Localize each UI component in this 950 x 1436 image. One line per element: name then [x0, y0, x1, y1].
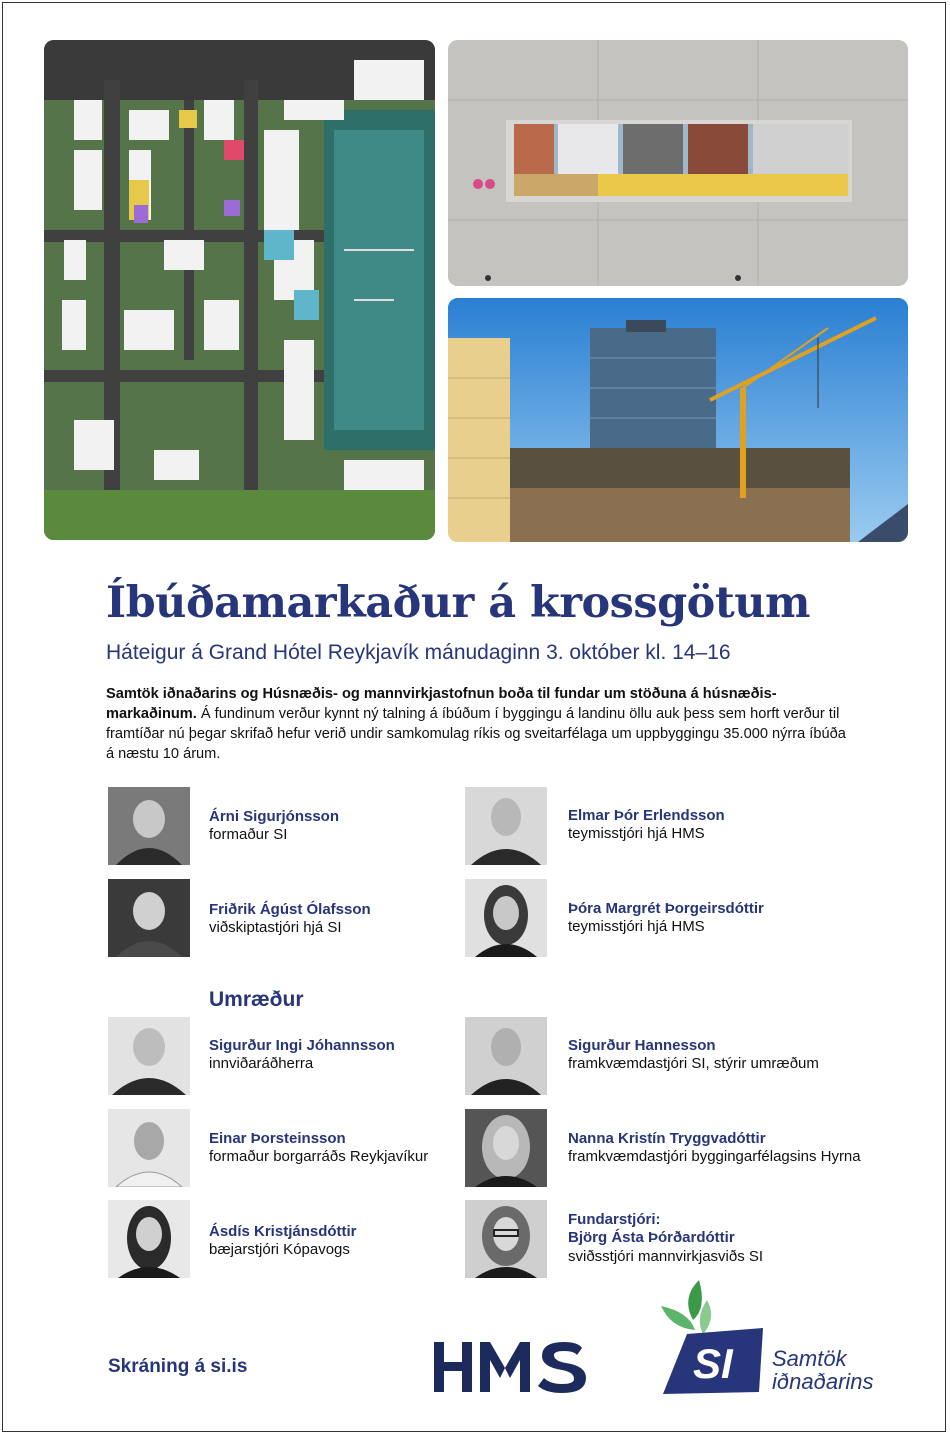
intro-paragraph: [106, 684, 848, 764]
speaker-photo: [108, 787, 190, 865]
panel-member-photo: [465, 1017, 547, 1095]
speaker-name: Elmar Þór Erlendsson: [568, 807, 725, 824]
panel-member-photo: [465, 1109, 547, 1187]
panel-member-name: Björg Ásta Þórðardóttir: [568, 1229, 735, 1246]
panel-member-role: sviðsstjóri mannvirkjasviðs SI: [568, 1248, 764, 1265]
panel-member-photo: [465, 1200, 547, 1278]
panel-member-photo: [108, 1200, 190, 1278]
panel-member-name: Einar Þorsteinsson: [209, 1130, 346, 1147]
speaker-photo: [465, 879, 547, 957]
panel-member-photo: [108, 1017, 190, 1095]
speaker-name: Þóra Margrét Þorgeirsdóttir: [568, 900, 764, 917]
aerial-neighborhood-photo: [44, 40, 435, 540]
si-logo-mark: SI: [693, 1340, 733, 1387]
speaker-name: Árni Sigurjónsson: [209, 808, 340, 825]
construction-crane-photo: [448, 298, 908, 542]
moderator-label: Fundarstjóri:: [568, 1211, 661, 1228]
si-logo: [655, 1278, 765, 1401]
panel-heading: Umræður: [209, 988, 304, 1011]
speaker-role: teymisstjóri hjá HMS: [568, 918, 705, 935]
panel-member-name: Sigurður Hannesson: [568, 1037, 716, 1054]
panel-member-role: bæjarstjóri Kópavogs: [209, 1241, 350, 1258]
event-subtitle: Háteigur á Grand Hótel Reykjavík mánudaginn 3. október kl. 14–16: [106, 641, 731, 664]
panel-member-role: framkvæmdastjóri SI, stýrir umræðum: [568, 1055, 819, 1072]
speaker-photo: [108, 879, 190, 957]
panel-member-name: Ásdís Kristjánsdóttir: [209, 1223, 357, 1240]
registration-link[interactable]: Skráning á si.is: [108, 1356, 248, 1377]
panel-member-role: framkvæmdastjóri byggingarfélagsins Hyrna: [568, 1148, 861, 1165]
si-logo-text-line1: Samtök: [772, 1346, 847, 1371]
hms-logo: [432, 1338, 592, 1401]
intro-bold-text: Samtök iðnaðarins og Húsnæðis- og mannvirkjastofnun boða til fundar um stöðuna á húsnæðis-markaðinum.: [106, 686, 777, 722]
panel-member-name: Nanna Kristín Tryggvadóttir: [568, 1130, 766, 1147]
speaker-name: Friðrik Ágúst Ólafsson: [209, 901, 371, 918]
panel-member-name: Sigurður Ingi Jóhannsson: [209, 1037, 395, 1054]
speaker-role: formaður SI: [209, 826, 288, 843]
panel-member-role: formaður borgarráðs Reykjavíkur: [209, 1148, 429, 1165]
intro-body-text: Á fundinum verður kynnt ný talning á íbúðum í byggingu á landinu öllu auk þess sem horft verður til framtíðar nú þegar skrifað hefur verið undir samkomulag ríkis og sveitarfélaga um uppbyggingu 35.000 nýrra íbúða á næstu 10 árum.: [106, 706, 846, 762]
panel-member-role: innviðaráðherra: [209, 1055, 314, 1072]
panel-member-photo: [108, 1109, 190, 1187]
speaker-role: viðskiptastjóri hjá SI: [209, 919, 342, 936]
event-title: Íbúðamarkaður á krossgötum: [106, 578, 810, 628]
concrete-wall-window-photo: [448, 40, 908, 286]
si-logo-text-line2: iðnaðarins: [772, 1369, 874, 1394]
speaker-role: teymisstjóri hjá HMS: [568, 825, 705, 842]
speaker-photo: [465, 787, 547, 865]
